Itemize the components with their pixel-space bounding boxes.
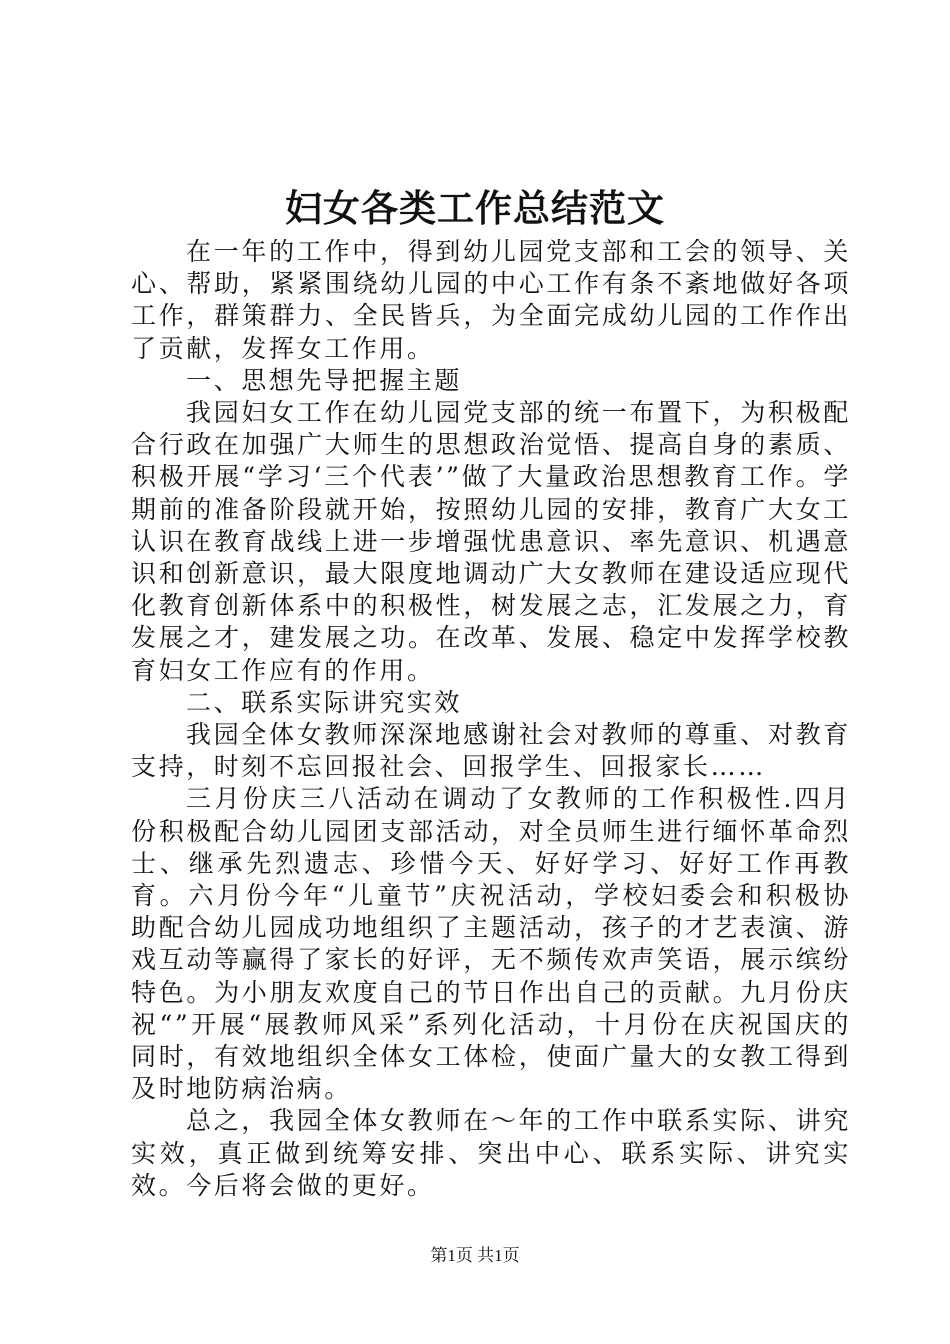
page-footer: 第1页 共1页: [430, 1246, 520, 1265]
intro-paragraph: 在一年的工作中，得到幼儿园党支部和工会的领导、关心、帮助，紧紧围绕幼儿园的中心工作有条不紊地做好各项工作，群策群力、全民皆兵，为全面完成幼儿园的工作作出了贡献，发挥女工作用。: [131, 237, 851, 363]
document-body: [131, 236, 851, 1202]
section-1-paragraph: 我园妇女工作在幼儿园党支部的统一布置下，为积极配合行政在加强广大师生的思想政治觉悟、提高自身的素质、积极开展“学习‘三个代表’”做了大量政治思想教育工作。学期前的准备阶段就开始，按照幼儿园的安排，教育广大女工认识在教育战线上进一步增强忧患意识、率先意识、机遇意识和创新意识，最大限度地调动广大女教师在建设适应现代化教育创新体系中的积极性，树发展之志，汇发展之力，育发展之才，建发展之功。在改革、发展、稳定中发挥学校教育妇女工作应有的作用。: [131, 398, 851, 685]
section-heading-1: 一、思想先导把握主题: [186, 365, 463, 395]
section-2-paragraph-1: 我园全体女教师深深地感谢社会对教师的尊重、对教育支持，时刻不忘回报社会、回报学生、回报家长……: [131, 720, 851, 782]
section-2-paragraph-2: 三月份庆三八活动在调动了女教师的工作积极性.四月份积极配合幼儿园团支部活动，对全员师生进行缅怀革命烈士、继承先烈遗志、珍惜今天、好好学习、好好工作再教育。六月份今年“儿童节”庆祝活动，学校妇委会和积极协助配合幼儿园成功地组织了主题活动，孩子的才艺表演、游戏互动等赢得了家长的好评，无不频传欢声笑语，展示缤纷特色。为小朋友欢度自己的节日作出自己的贡献。九月份庆祝“”开展“展教师风采”系列化活动，十月份在庆祝国庆的同时，有效地组织全体女工体检，使面广量大的女教工得到及时地防病治病。: [131, 784, 851, 1104]
document-title: 妇女各类工作总结范文: [285, 186, 665, 230]
conclusion-paragraph: 总之，我园全体女教师在～年的工作中联系实际、讲究实效，真正做到统筹安排、突出中心、联系实际、讲究实效。今后将会做的更好。: [131, 1106, 851, 1200]
section-heading-2: 二、联系实际讲究实效: [186, 687, 463, 717]
